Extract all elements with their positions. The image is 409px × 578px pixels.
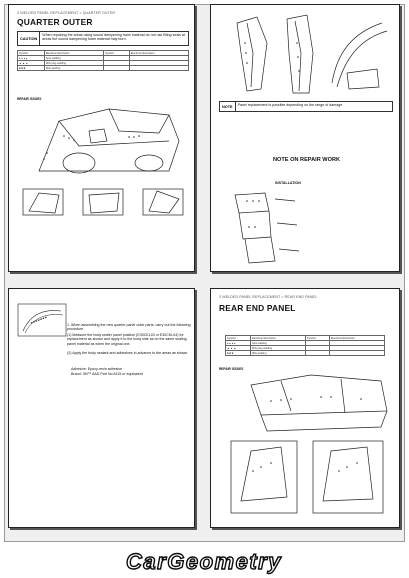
breadcrumb: 3 WELDED PANEL REPLACEMENT > REAR END PANEL [219,295,318,299]
weld-symbol-table [225,335,385,356]
table-cell: ▲ ▲ ▲ [226,346,251,351]
section-heading: NOTE ON REPAIR WORK [273,157,341,163]
quarter-outer-diagram [19,101,189,181]
breadcrumb: 3 WELDED PANEL REPLACEMENT > QUARTER OUTER [17,11,116,15]
step-1a-text: (1) Measure the body sealer panel position (E30CKL03 or E30CKL04) for replacement as shown and apply it to the body side as on the same sealing panel material as when the original one. [67,333,187,346]
table-header: Electrical description [329,336,384,341]
table-header: Electrical description [129,51,188,56]
table-cell: MIG welding [250,351,305,356]
table-cell [104,66,130,71]
table-cell: Spot welding [250,341,305,346]
manual-page-assembly-procedure [8,288,195,528]
caution-label: CAUTION [18,32,40,45]
table-cell: ● ● ● ● [226,341,251,346]
parts-detail-figures [19,185,189,225]
note-label: NOTE [220,102,236,111]
note-box [219,101,393,112]
table-cell [129,66,188,71]
subsection-heading: INSTALLATION [275,181,301,185]
table-cell: ■ ■ ■ [226,351,251,356]
table-cell: MIG plug welding [250,346,305,351]
table-cell [306,351,330,356]
table-cell [329,351,384,356]
step-1b-text: (2) Apply the body sealant and adhesives in advance to the areas as shown. [67,351,189,355]
table-cell: Spot welding [44,56,103,61]
manual-page-rear-end-panel [210,288,400,528]
weld-symbol-table [17,50,189,71]
section-heading: REPAIR ISSUES [219,367,244,371]
section-heading: REPAIR ISSUES [17,97,42,101]
cargeometry-logo [0,544,409,578]
step-1-text: 1. When assembling the new quarter panel outer parts, carry out the following procedure. [67,323,191,332]
table-header: Electrical description [250,336,305,341]
caution-text: When repairing the areas using sound dampening foam material do not use filling seals at areas the sound dampening foam material may burn. [42,33,185,42]
page-title: REAR END PANEL [219,303,296,313]
note-text: Panel replacement is possible depending on the range of damage. [237,103,344,107]
rear-end-panel-diagram [221,371,393,521]
table-cell: MIG welding [44,66,103,71]
table-header: Symbol [18,51,45,56]
table-cell: ■ ■ ■ [18,66,45,71]
sealer-position-diagram [17,303,67,337]
table-header: Electrical description [44,51,103,56]
caution-box [17,31,189,46]
adhesive-label: Adhesive: Epoxy-resin adhesive [71,367,123,371]
svg-text:CarGeometry: CarGeometry [126,549,282,574]
table-cell: ● ● ● ● [18,56,45,61]
table-cell: MIG plug welding [44,61,103,66]
table-header: Symbol [104,51,130,56]
table-cell: ▲ ▲ ▲ [18,61,45,66]
page-title: QUARTER OUTER [17,17,93,27]
manual-page-installation [210,4,400,272]
manual-page-quarter-outer [8,4,195,272]
table-header: Symbol [306,336,330,341]
adhesive-brand: Brand: 3M™ AAD Part No.8115 or equivalent [71,372,143,376]
table-header: Symbol [226,336,251,341]
panel-sectioning-diagram [227,13,392,97]
installation-diagram [225,189,335,269]
